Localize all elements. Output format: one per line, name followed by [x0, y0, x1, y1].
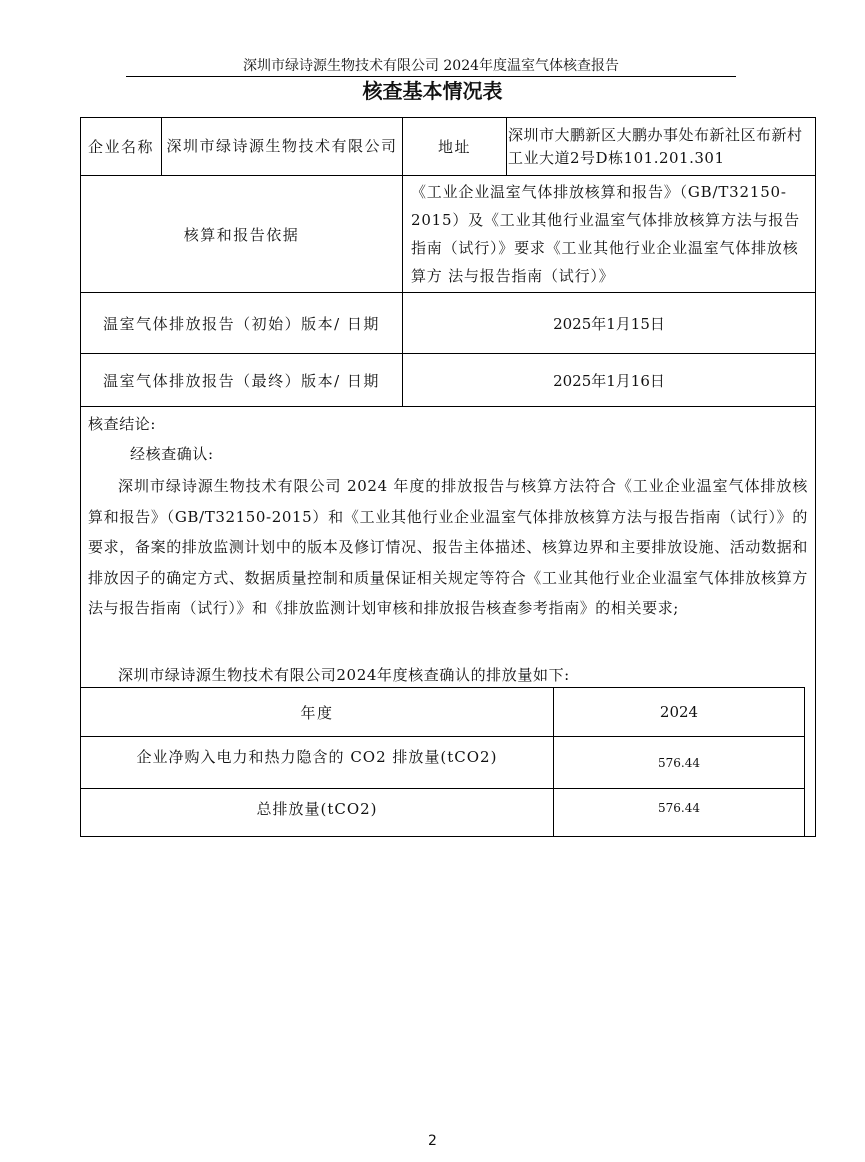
year-label: 年度 — [300, 703, 334, 722]
basis-label: 核算和报告依据 — [183, 225, 300, 244]
emission-table — [80, 687, 805, 837]
row-divider — [81, 406, 815, 407]
confirm-line: 经核查确认: — [130, 445, 214, 463]
col-divider — [506, 118, 507, 175]
year-value: 2024 — [659, 703, 699, 721]
total-emission-value: 576.44 — [658, 801, 700, 815]
page-title: 核查基本情况表 — [362, 79, 503, 103]
initial-report-date: 2025年1月15日 — [553, 314, 665, 333]
emission-intro: 深圳市绿诗源生物技术有限公司2024年度核查确认的排放量如下: — [118, 666, 570, 684]
company-name-value: 深圳市绿诗源生物技术有限公司 — [166, 137, 398, 155]
header-rule — [126, 76, 736, 77]
final-report-date: 2025年1月16日 — [553, 371, 665, 390]
running-header: 深圳市绿诗源生物技术有限公司 2024年度温室气体核查报告 — [242, 58, 620, 74]
conclusion-body: 深圳市绿诗源生物技术有限公司 2024 年度的排放报告与核算方法符合《工业企业温室气体排放核算和报告》（GB/T32150-2015）和《工业其他行业企业温室气体排放核算方法与报告指南（试行）》的要求，备案的排放监测计划中的版本及修订情况、报告主体描述、核算边界和主要排放设施、活动数据和排放因子的确定方式、数据质量控制和质量保证相关规定等符合《工业其他行业企业温室气体排放核算方法与报告指南（试行）》和《排放监测计划审核和排放报告核查参考指南》的相关要求; — [88, 477, 808, 617]
indirect-emission-label: 企业净购入电力和热力隐含的 CO2 排放量(tCO2) — [136, 747, 498, 766]
conclusion-heading: 核查结论: — [88, 415, 157, 433]
basis-text: 《工业企业温室气体排放核算和报告》（GB/T32150-2015）及《工业其他行业温室气体排放核算方法与报告指南（试行）》要求《工业其他行业企业温室气体排放核算方 法与报告指南（试行）》 — [411, 183, 800, 285]
address-value: 深圳市大鹏新区大鹏办事处布新社区布新村工业大道2号D栋101.201.301 — [508, 125, 803, 167]
address-label: 地址 — [437, 138, 471, 156]
initial-report-label: 温室气体排放报告（初始）版本/ 日期 — [103, 314, 380, 333]
col-divider — [161, 118, 162, 175]
final-report-label: 温室气体排放报告（最终）版本/ 日期 — [103, 371, 380, 390]
company-name-label: 企业名称 — [87, 138, 154, 156]
indirect-emission-value: 576.44 — [658, 755, 700, 770]
page-number: 2 — [428, 1133, 437, 1149]
total-emission-label: 总排放量(tCO2) — [256, 799, 378, 818]
